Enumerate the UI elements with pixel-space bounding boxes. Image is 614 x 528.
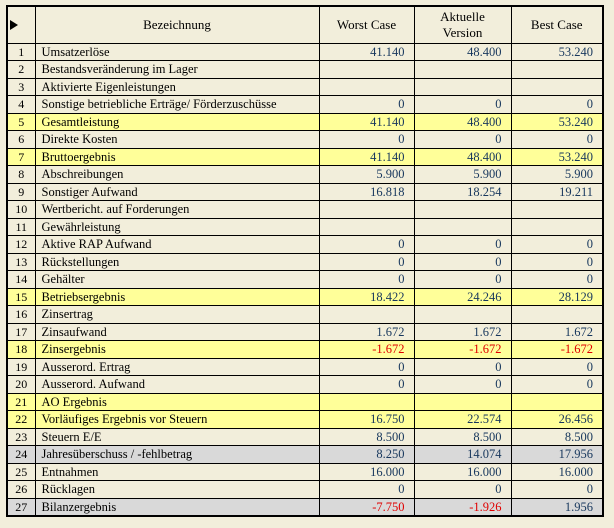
row-number-cell[interactable]: 8	[7, 166, 35, 184]
best-case-value-cell[interactable]	[511, 61, 603, 79]
worst-case-value-cell[interactable]: 41.140	[319, 113, 414, 131]
row-number-cell[interactable]: 5	[7, 113, 35, 131]
row-number-cell[interactable]: 23	[7, 428, 35, 446]
row-label-cell[interactable]: Jahresüberschuss / -fehlbetrag	[35, 446, 319, 464]
row-label-cell[interactable]: Gesamtleistung	[35, 113, 319, 131]
aktuelle-version-value-cell[interactable]: 48.400	[414, 113, 511, 131]
aktuelle-version-value-cell[interactable]: 0	[414, 96, 511, 114]
table-row	[7, 341, 603, 359]
row-number-cell[interactable]: 16	[7, 306, 35, 324]
table-row	[7, 288, 603, 306]
row-number-cell[interactable]: 4	[7, 96, 35, 114]
table-row	[7, 271, 603, 289]
best-case-value-cell[interactable]	[511, 78, 603, 96]
best-case-value-cell[interactable]: 0	[511, 481, 603, 499]
row-number-cell[interactable]: 17	[7, 323, 35, 341]
worst-case-value-cell[interactable]	[319, 218, 414, 236]
row-label-cell[interactable]: Aktivierte Eigenleistungen	[35, 78, 319, 96]
row-number-cell[interactable]: 26	[7, 481, 35, 499]
best-case-value-cell[interactable]: 19.211	[511, 183, 603, 201]
row-number-cell[interactable]: 25	[7, 463, 35, 481]
worst-case-value-cell[interactable]: 0	[319, 236, 414, 254]
row-number-cell[interactable]: 21	[7, 393, 35, 411]
table-row	[7, 183, 603, 201]
row-label-cell[interactable]: Zinsergebnis	[35, 341, 319, 359]
worst-case-value-cell[interactable]: 8.250	[319, 446, 414, 464]
row-label-cell[interactable]: Steuern E/E	[35, 428, 319, 446]
row-number-cell[interactable]: 2	[7, 61, 35, 79]
row-label-cell[interactable]: Bilanzergebnis	[35, 498, 319, 516]
table-row	[7, 166, 603, 184]
aktuelle-version-value-cell[interactable]: 0	[414, 481, 511, 499]
worst-case-value-cell[interactable]	[319, 78, 414, 96]
worst-case-value-cell[interactable]: 41.140	[319, 43, 414, 61]
aktuelle-version-value-cell[interactable]: 48.400	[414, 43, 511, 61]
aktuelle-version-value-cell[interactable]: 0	[414, 253, 511, 271]
aktuelle-version-value-cell[interactable]: 14.074	[414, 446, 511, 464]
row-number-cell[interactable]: 3	[7, 78, 35, 96]
row-label-cell[interactable]: Abschreibungen	[35, 166, 319, 184]
row-number-cell[interactable]: 18	[7, 341, 35, 359]
best-case-value-cell[interactable]: 0	[511, 96, 603, 114]
row-label-cell[interactable]: Gewährleistung	[35, 218, 319, 236]
row-label-cell[interactable]: Ausserord. Ertrag	[35, 358, 319, 376]
row-label-cell[interactable]: Bestandsveränderung im Lager	[35, 61, 319, 79]
row-label-cell[interactable]: Ausserord. Aufwand	[35, 376, 319, 394]
row-label-cell[interactable]: Bruttoergebnis	[35, 148, 319, 166]
row-label-cell[interactable]: Gehälter	[35, 271, 319, 289]
aktuelle-version-value-cell[interactable]	[414, 78, 511, 96]
aktuelle-version-value-cell[interactable]: 24.246	[414, 288, 511, 306]
row-number-cell[interactable]: 7	[7, 148, 35, 166]
header-best-case[interactable]: Best Case	[511, 6, 603, 43]
best-case-value-cell[interactable]	[511, 393, 603, 411]
aktuelle-version-value-cell[interactable]: 0	[414, 358, 511, 376]
best-case-value-cell[interactable]: 8.500	[511, 428, 603, 446]
table-row	[7, 96, 603, 114]
worst-case-value-cell[interactable]: -1.672	[319, 341, 414, 359]
table-row	[7, 323, 603, 341]
header-aktuelle-version[interactable]: Aktuelle Version	[414, 6, 511, 43]
best-case-value-cell[interactable]: 53.240	[511, 148, 603, 166]
worst-case-value-cell[interactable]	[319, 306, 414, 324]
aktuelle-version-value-cell[interactable]: 1.672	[414, 323, 511, 341]
worst-case-value-cell[interactable]: 0	[319, 376, 414, 394]
best-case-value-cell[interactable]: 0	[511, 253, 603, 271]
aktuelle-version-value-cell[interactable]: 0	[414, 236, 511, 254]
best-case-value-cell[interactable]: 28.129	[511, 288, 603, 306]
worst-case-value-cell[interactable]: 0	[319, 96, 414, 114]
row-number-cell[interactable]: 20	[7, 376, 35, 394]
table-row	[7, 376, 603, 394]
row-label-cell[interactable]: Sonstige betriebliche Erträge/ Förderzuschüsse	[35, 96, 319, 114]
best-case-value-cell[interactable]: 53.240	[511, 43, 603, 61]
aktuelle-version-value-cell[interactable]: 48.400	[414, 148, 511, 166]
row-label-cell[interactable]: Umsatzerlöse	[35, 43, 319, 61]
aktuelle-version-value-cell[interactable]: -1.672	[414, 341, 511, 359]
worst-case-value-cell[interactable]: 0	[319, 481, 414, 499]
row-label-cell[interactable]: Zinsaufwand	[35, 323, 319, 341]
row-label-cell[interactable]: Aktive RAP Aufwand	[35, 236, 319, 254]
table-row	[7, 393, 603, 411]
row-label-cell[interactable]: Direkte Kosten	[35, 131, 319, 149]
row-number-cell[interactable]: 12	[7, 236, 35, 254]
worst-case-value-cell[interactable]: 16.818	[319, 183, 414, 201]
table-row	[7, 131, 603, 149]
row-number-cell[interactable]: 11	[7, 218, 35, 236]
table-row	[7, 113, 603, 131]
header-row	[7, 6, 603, 43]
worst-case-value-cell[interactable]: 16.750	[319, 411, 414, 429]
row-number-cell[interactable]: 9	[7, 183, 35, 201]
worst-case-value-cell[interactable]: 18.422	[319, 288, 414, 306]
aktuelle-version-value-cell[interactable]	[414, 393, 511, 411]
worst-case-value-cell[interactable]: 5.900	[319, 166, 414, 184]
row-label-cell[interactable]: Zinsertrag	[35, 306, 319, 324]
row-number-cell[interactable]: 6	[7, 131, 35, 149]
aktuelle-version-value-cell[interactable]: 0	[414, 376, 511, 394]
row-number-cell[interactable]: 24	[7, 446, 35, 464]
best-case-value-cell[interactable]: 0	[511, 236, 603, 254]
best-case-value-cell[interactable]	[511, 218, 603, 236]
row-number-cell[interactable]: 27	[7, 498, 35, 516]
worst-case-value-cell[interactable]: 0	[319, 271, 414, 289]
worst-case-value-cell[interactable]: 16.000	[319, 463, 414, 481]
row-number-cell[interactable]: 13	[7, 253, 35, 271]
table-row	[7, 253, 603, 271]
table-row	[7, 43, 603, 61]
row-label-cell[interactable]: Sonstiger Aufwand	[35, 183, 319, 201]
table-row	[7, 306, 603, 324]
row-number-cell[interactable]: 1	[7, 43, 35, 61]
table-row	[7, 148, 603, 166]
aktuelle-version-value-cell[interactable]	[414, 218, 511, 236]
best-case-value-cell[interactable]: 0	[511, 376, 603, 394]
table-row	[7, 463, 603, 481]
table-row	[7, 446, 603, 464]
table-row	[7, 218, 603, 236]
best-case-value-cell[interactable]: 17.956	[511, 446, 603, 464]
table-body	[7, 43, 603, 516]
row-number-cell[interactable]: 14	[7, 271, 35, 289]
best-case-value-cell[interactable]: 53.240	[511, 113, 603, 131]
row-label-cell[interactable]: Entnahmen	[35, 463, 319, 481]
row-number-cell[interactable]: 15	[7, 288, 35, 306]
best-case-value-cell[interactable]: 0	[511, 358, 603, 376]
row-number-cell[interactable]: 22	[7, 411, 35, 429]
aktuelle-version-value-cell[interactable]: 5.900	[414, 166, 511, 184]
table-row	[7, 498, 603, 516]
table-row	[7, 61, 603, 79]
row-label-cell[interactable]: Rückstellungen	[35, 253, 319, 271]
worst-case-value-cell[interactable]: 1.672	[319, 323, 414, 341]
worst-case-value-cell[interactable]: -7.750	[319, 498, 414, 516]
row-label-cell[interactable]: Betriebsergebnis	[35, 288, 319, 306]
row-number-cell[interactable]: 19	[7, 358, 35, 376]
best-case-value-cell[interactable]	[511, 201, 603, 219]
worst-case-value-cell[interactable]: 0	[319, 131, 414, 149]
worst-case-value-cell[interactable]	[319, 61, 414, 79]
aktuelle-version-value-cell[interactable]	[414, 201, 511, 219]
best-case-value-cell[interactable]: -1.672	[511, 341, 603, 359]
worst-case-value-cell[interactable]: 0	[319, 358, 414, 376]
best-case-value-cell[interactable]: 5.900	[511, 166, 603, 184]
best-case-value-cell[interactable]: 1.672	[511, 323, 603, 341]
aktuelle-version-value-cell[interactable]: -1.926	[414, 498, 511, 516]
aktuelle-version-value-cell[interactable]: 0	[414, 271, 511, 289]
aktuelle-version-value-cell[interactable]: 0	[414, 131, 511, 149]
worst-case-value-cell[interactable]: 41.140	[319, 148, 414, 166]
aktuelle-version-value-cell[interactable]: 18.254	[414, 183, 511, 201]
best-case-value-cell[interactable]: 0	[511, 131, 603, 149]
aktuelle-version-value-cell[interactable]: 8.500	[414, 428, 511, 446]
aktuelle-version-value-cell[interactable]	[414, 306, 511, 324]
best-case-value-cell[interactable]	[511, 306, 603, 324]
table-row	[7, 411, 603, 429]
best-case-value-cell[interactable]: 1.956	[511, 498, 603, 516]
best-case-value-cell[interactable]: 16.000	[511, 463, 603, 481]
corner-marker-icon	[10, 20, 18, 30]
worst-case-value-cell[interactable]: 8.500	[319, 428, 414, 446]
header-worst-case[interactable]: Worst Case	[319, 6, 414, 43]
table-row	[7, 358, 603, 376]
row-label-cell[interactable]: Vorläufiges Ergebnis vor Steuern	[35, 411, 319, 429]
table-row	[7, 201, 603, 219]
worst-case-value-cell[interactable]: 0	[319, 253, 414, 271]
table-row	[7, 481, 603, 499]
table-row	[7, 236, 603, 254]
table-row	[7, 78, 603, 96]
best-case-value-cell[interactable]: 0	[511, 271, 603, 289]
table-header	[7, 6, 603, 43]
row-label-cell[interactable]: Wertbericht. auf Forderungen	[35, 201, 319, 219]
worst-case-value-cell[interactable]	[319, 201, 414, 219]
aktuelle-version-value-cell[interactable]: 22.574	[414, 411, 511, 429]
header-corner-cell[interactable]	[7, 6, 35, 43]
aktuelle-version-value-cell[interactable]: 16.000	[414, 463, 511, 481]
row-label-cell[interactable]: AO Ergebnis	[35, 393, 319, 411]
worst-case-value-cell[interactable]	[319, 393, 414, 411]
best-case-value-cell[interactable]: 26.456	[511, 411, 603, 429]
header-bezeichnung[interactable]: Bezeichnung	[35, 6, 319, 43]
pnl-spreadsheet-table	[6, 5, 604, 517]
aktuelle-version-value-cell[interactable]	[414, 61, 511, 79]
table-row	[7, 428, 603, 446]
row-label-cell[interactable]: Rücklagen	[35, 481, 319, 499]
row-number-cell[interactable]: 10	[7, 201, 35, 219]
